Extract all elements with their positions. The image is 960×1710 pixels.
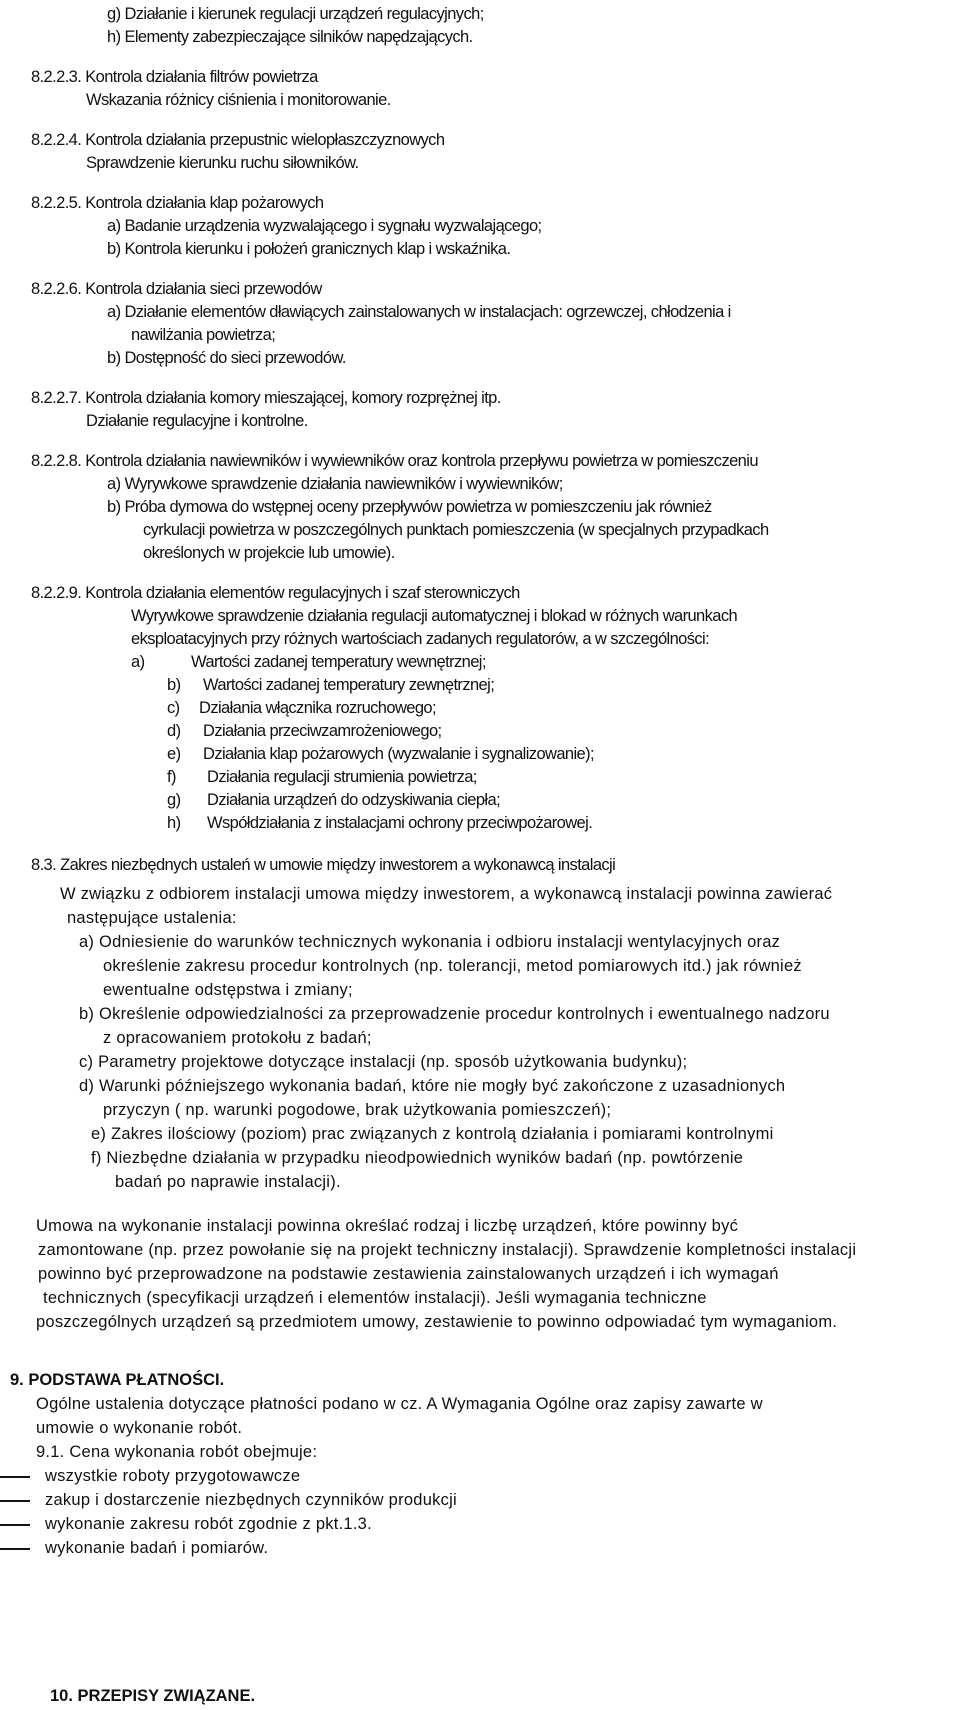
list-item-a-cont: nawilżania powietrza; xyxy=(131,326,276,344)
section-text-8223: Wskazania różnicy ciśnienia i monitorowanie. xyxy=(86,91,391,109)
list-item-a-cont: ewentualne odstępstwa i zmiany; xyxy=(103,981,353,999)
bullet-dash xyxy=(0,1548,30,1550)
section-heading-9: 9. PODSTAWA PŁATNOŚCI. xyxy=(10,1371,225,1389)
list-marker: a) xyxy=(131,653,145,671)
section-heading-8224: 8.2.2.4. Kontrola działania przepustnic wielopłaszczyznowych xyxy=(31,131,445,149)
section-heading-83: 8.3. Zakres niezbędnych ustaleń w umowie między inwestorem a wykonawcą instalacji xyxy=(31,856,616,874)
section-heading-10: 10. PRZEPISY ZWIĄZANE. xyxy=(50,1687,256,1705)
paragraph-line: technicznych (specyfikacji urządzeń i elementów instalacji). Jeśli wymagania techniczne xyxy=(43,1289,707,1307)
section-text-9: umowie o wykonanie robót. xyxy=(36,1419,243,1437)
list-item-f: f) Niezbędne działania w przypadku nieodpowiednich wyników badań (np. powtórzenie xyxy=(91,1149,744,1167)
list-item-a: Wartości zadanej temperatury wewnętrznej; xyxy=(191,653,486,671)
section-heading-8227: 8.2.2.7. Kontrola działania komory mieszającej, komory rozprężnej itp. xyxy=(31,389,501,407)
section-text-8229: eksploatacyjnych przy różnych wartościach zadanych regulatorów, a w szczególności: xyxy=(131,630,710,648)
list-item-a: a) Wyrywkowe sprawdzenie działania nawiewników i wywiewników; xyxy=(107,475,563,493)
list-item-b-cont: cyrkulacji powietrza w poszczególnych punktach pomieszczenia (w specjalnych przypadkach xyxy=(143,521,769,539)
section-text-8224: Sprawdzenie kierunku ruchu siłowników. xyxy=(86,154,359,172)
bullet-dash xyxy=(0,1476,30,1478)
bullet-item: wszystkie roboty przygotowawcze xyxy=(45,1467,301,1485)
list-item-b-cont: z opracowaniem protokołu z badań; xyxy=(103,1029,372,1047)
bullet-item: zakup i dostarczenie niezbędnych czynników produkcji xyxy=(45,1491,457,1509)
list-item-f-cont: badań po naprawie instalacji). xyxy=(115,1173,341,1191)
paragraph-line: zamontowane (np. przez powołanie się na projekt techniczny instalacji). Sprawdzenie kompletności instalacji xyxy=(38,1241,857,1259)
list-item-b: b) Określenie odpowiedzialności za przeprowadzenie procedur kontrolnych i ewentualnego nadzoru xyxy=(79,1005,830,1023)
list-marker: f) xyxy=(167,768,176,786)
section-text-8229: Wyrywkowe sprawdzenie działania regulacji automatycznej i blokad w różnych warunkach xyxy=(131,607,738,625)
list-item-a: a) Odniesienie do warunków technicznych wykonania i odbioru instalacji wentylacyjnych oraz xyxy=(79,933,781,951)
list-item-a: a) Działanie elementów dławiących zainstalowanych w instalacjach: ogrzewczej, chłodzenia i xyxy=(107,303,731,321)
list-item-c: c) Parametry projektowe dotyczące instalacji (np. sposób użytkowania budynku); xyxy=(79,1053,688,1071)
list-marker: e) xyxy=(167,745,181,763)
subsection-heading-91: 9.1. Cena wykonania robót obejmuje: xyxy=(36,1443,318,1461)
paragraph-line: powinno być przeprowadzone na podstawie zestawienia zainstalowanych urządzeń i ich wymagań xyxy=(38,1265,779,1283)
list-item-c: Działania włącznika rozruchowego; xyxy=(199,699,436,717)
bullet-item: wykonanie zakresu robót zgodnie z pkt.1.3. xyxy=(45,1515,372,1533)
paragraph-line: poszczególnych urządzeń są przedmiotem umowy, zestawienie to powinno odpowiadać tym wymaganiom. xyxy=(36,1313,838,1331)
bullet-dash xyxy=(0,1524,30,1526)
list-item-h: h) Elementy zabezpieczające silników napędzających. xyxy=(107,28,473,46)
list-item-g: g) Działanie i kierunek regulacji urządzeń regulacyjnych; xyxy=(107,5,484,23)
list-item-h: Współdziałania z instalacjami ochrony przeciwpożarowej. xyxy=(207,814,593,832)
bullet-dash xyxy=(0,1500,30,1502)
section-text-8227: Działanie regulacyjne i kontrolne. xyxy=(86,412,308,430)
paragraph-line: Umowa na wykonanie instalacji powinna określać rodzaj i liczbę urządzeń, które powinny być xyxy=(36,1217,739,1235)
list-marker: g) xyxy=(167,791,181,809)
list-item-d-cont: przyczyn ( np. warunki pogodowe, brak użytkowania pomieszczeń); xyxy=(103,1101,612,1119)
list-item-b: Wartości zadanej temperatury zewnętrznej; xyxy=(203,676,495,694)
list-item-a: a) Badanie urządzenia wyzwalającego i sygnału wyzwalającego; xyxy=(107,217,542,235)
list-item-g: Działania urządzeń do odzyskiwania ciepła; xyxy=(207,791,501,809)
list-marker: b) xyxy=(167,676,181,694)
section-heading-8228: 8.2.2.8. Kontrola działania nawiewników i wywiewników oraz kontrola przepływu powietrza w pomieszczeniu xyxy=(31,452,758,470)
section-heading-8223: 8.2.2.3. Kontrola działania filtrów powietrza xyxy=(31,68,318,86)
list-item-b-cont: określonych w projekcie lub umowie). xyxy=(143,544,395,562)
list-marker: h) xyxy=(167,814,181,832)
list-item-a-cont: określenie zakresu procedur kontrolnych (np. tolerancji, metod pomiarowych itd.) jak również xyxy=(103,957,802,975)
list-marker: d) xyxy=(167,722,181,740)
bullet-item: wykonanie badań i pomiarów. xyxy=(45,1539,269,1557)
list-item-f: Działania regulacji strumienia powietrza; xyxy=(207,768,477,786)
list-item-e: Działania klap pożarowych (wyzwalanie i sygnalizowanie); xyxy=(203,745,595,763)
list-item-b: b) Dostępność do sieci przewodów. xyxy=(107,349,346,367)
list-item-e: e) Zakres ilościowy (poziom) prac związanych z kontrolą działania i pomiarami kontrolnymi xyxy=(91,1125,774,1143)
section-text-9: Ogólne ustalenia dotyczące płatności podano w cz. A Wymagania Ogólne oraz zapisy zawarte w xyxy=(36,1395,763,1413)
list-item-b: b) Próba dymowa do wstępnej oceny przepływów powietrza w pomieszczeniu jak również xyxy=(107,498,712,516)
section-heading-8229: 8.2.2.9. Kontrola działania elementów regulacyjnych i szaf sterowniczych xyxy=(31,584,520,602)
list-item-d: d) Warunki późniejszego wykonania badań, które nie mogły być zakończone z uzasadnionych xyxy=(79,1077,786,1095)
section-heading-8226: 8.2.2.6. Kontrola działania sieci przewodów xyxy=(31,280,322,298)
section-text-83: następujące ustalenia: xyxy=(67,909,237,927)
section-heading-8225: 8.2.2.5. Kontrola działania klap pożarowych xyxy=(31,194,324,212)
list-item-d: Działania przeciwzamrożeniowego; xyxy=(203,722,442,740)
section-text-83: W związku z odbiorem instalacji umowa między inwestorem, a wykonawcą instalacji powinna zawierać xyxy=(60,885,833,903)
list-item-b: b) Kontrola kierunku i położeń granicznych klap i wskaźnika. xyxy=(107,240,511,258)
list-marker: c) xyxy=(167,699,180,717)
